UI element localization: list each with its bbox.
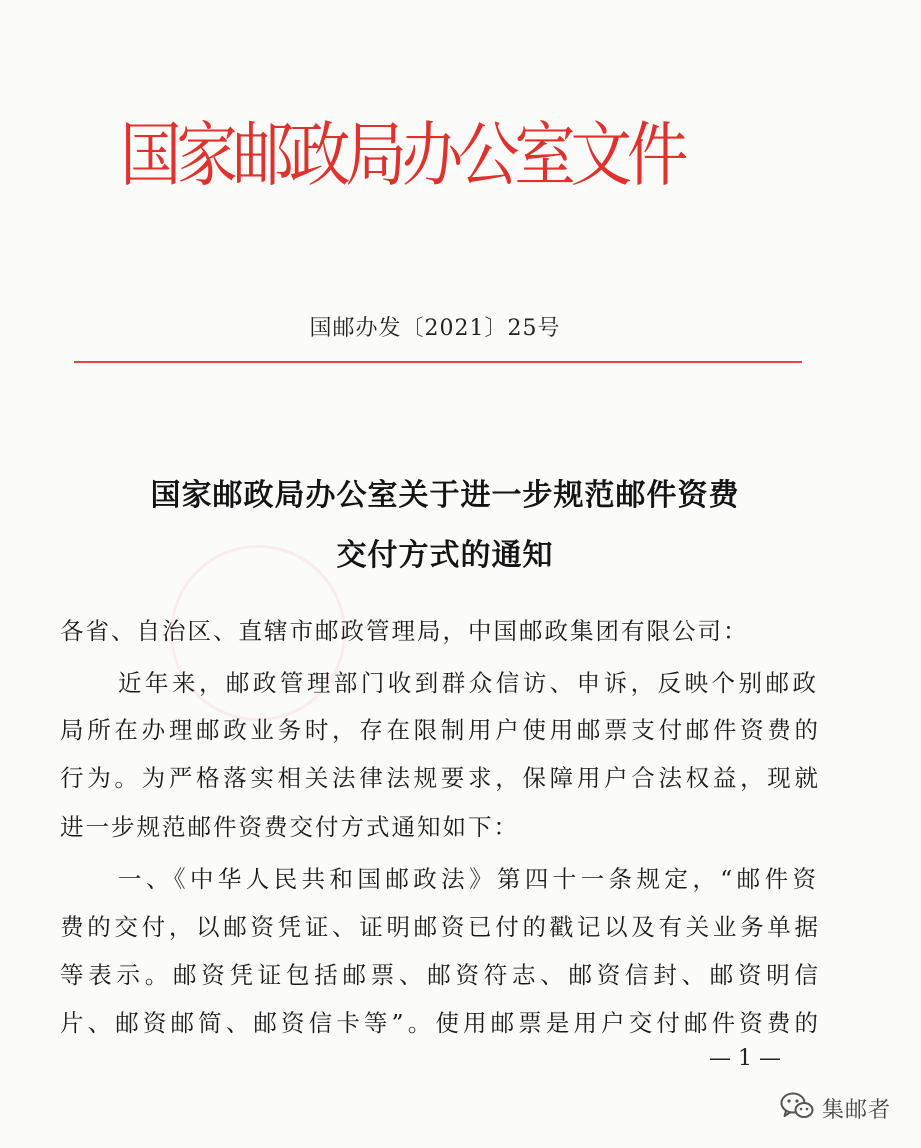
watermark-text: 集邮者 [822,1097,892,1123]
red-separator-line [74,361,802,363]
body-line: 费的交付，以邮资凭证、证明邮资已付的戳记以及有关业务单据 [60,913,820,941]
document-number: 国邮办发〔2021〕25号 [309,316,561,341]
body-line: 局所在办理邮政业务时，存在限制用户使用邮票支付邮件资费的 [60,716,820,744]
notice-title-line-1: 国家邮政局办公室关于进一步规范邮件资费 [150,478,740,513]
source-watermark [780,1090,891,1126]
body-line: 进一步规范邮件资费交付方式通知如下： [60,813,519,841]
wechat-icon [780,1092,814,1124]
notice-title-line-2: 交付方式的通知 [336,538,554,573]
page-number: — 1 — [709,1046,781,1071]
body-line: 近年来，邮政管理部门收到群众信访、申诉，反映个别邮政 [118,669,818,697]
body-line: 一、《中华人民共和国邮政法》第四十一条规定，“邮件资 [118,865,818,893]
body-line: 等表示。邮资凭证包括邮票、邮资符志、邮资信封、邮资明信 [60,961,820,989]
body-line: 行为。为严格落实相关法律法规要求，保障用户合法权益，现就 [60,764,820,792]
addressee-line: 各省、自治区、直辖市邮政管理局，中国邮政集团有限公司： [60,617,749,645]
document-header-title: 国家邮政局办公室文件 [120,114,684,196]
body-line: 片、邮资邮简、邮资信卡等”。使用邮票是用户交付邮件资费的 [60,1009,820,1037]
